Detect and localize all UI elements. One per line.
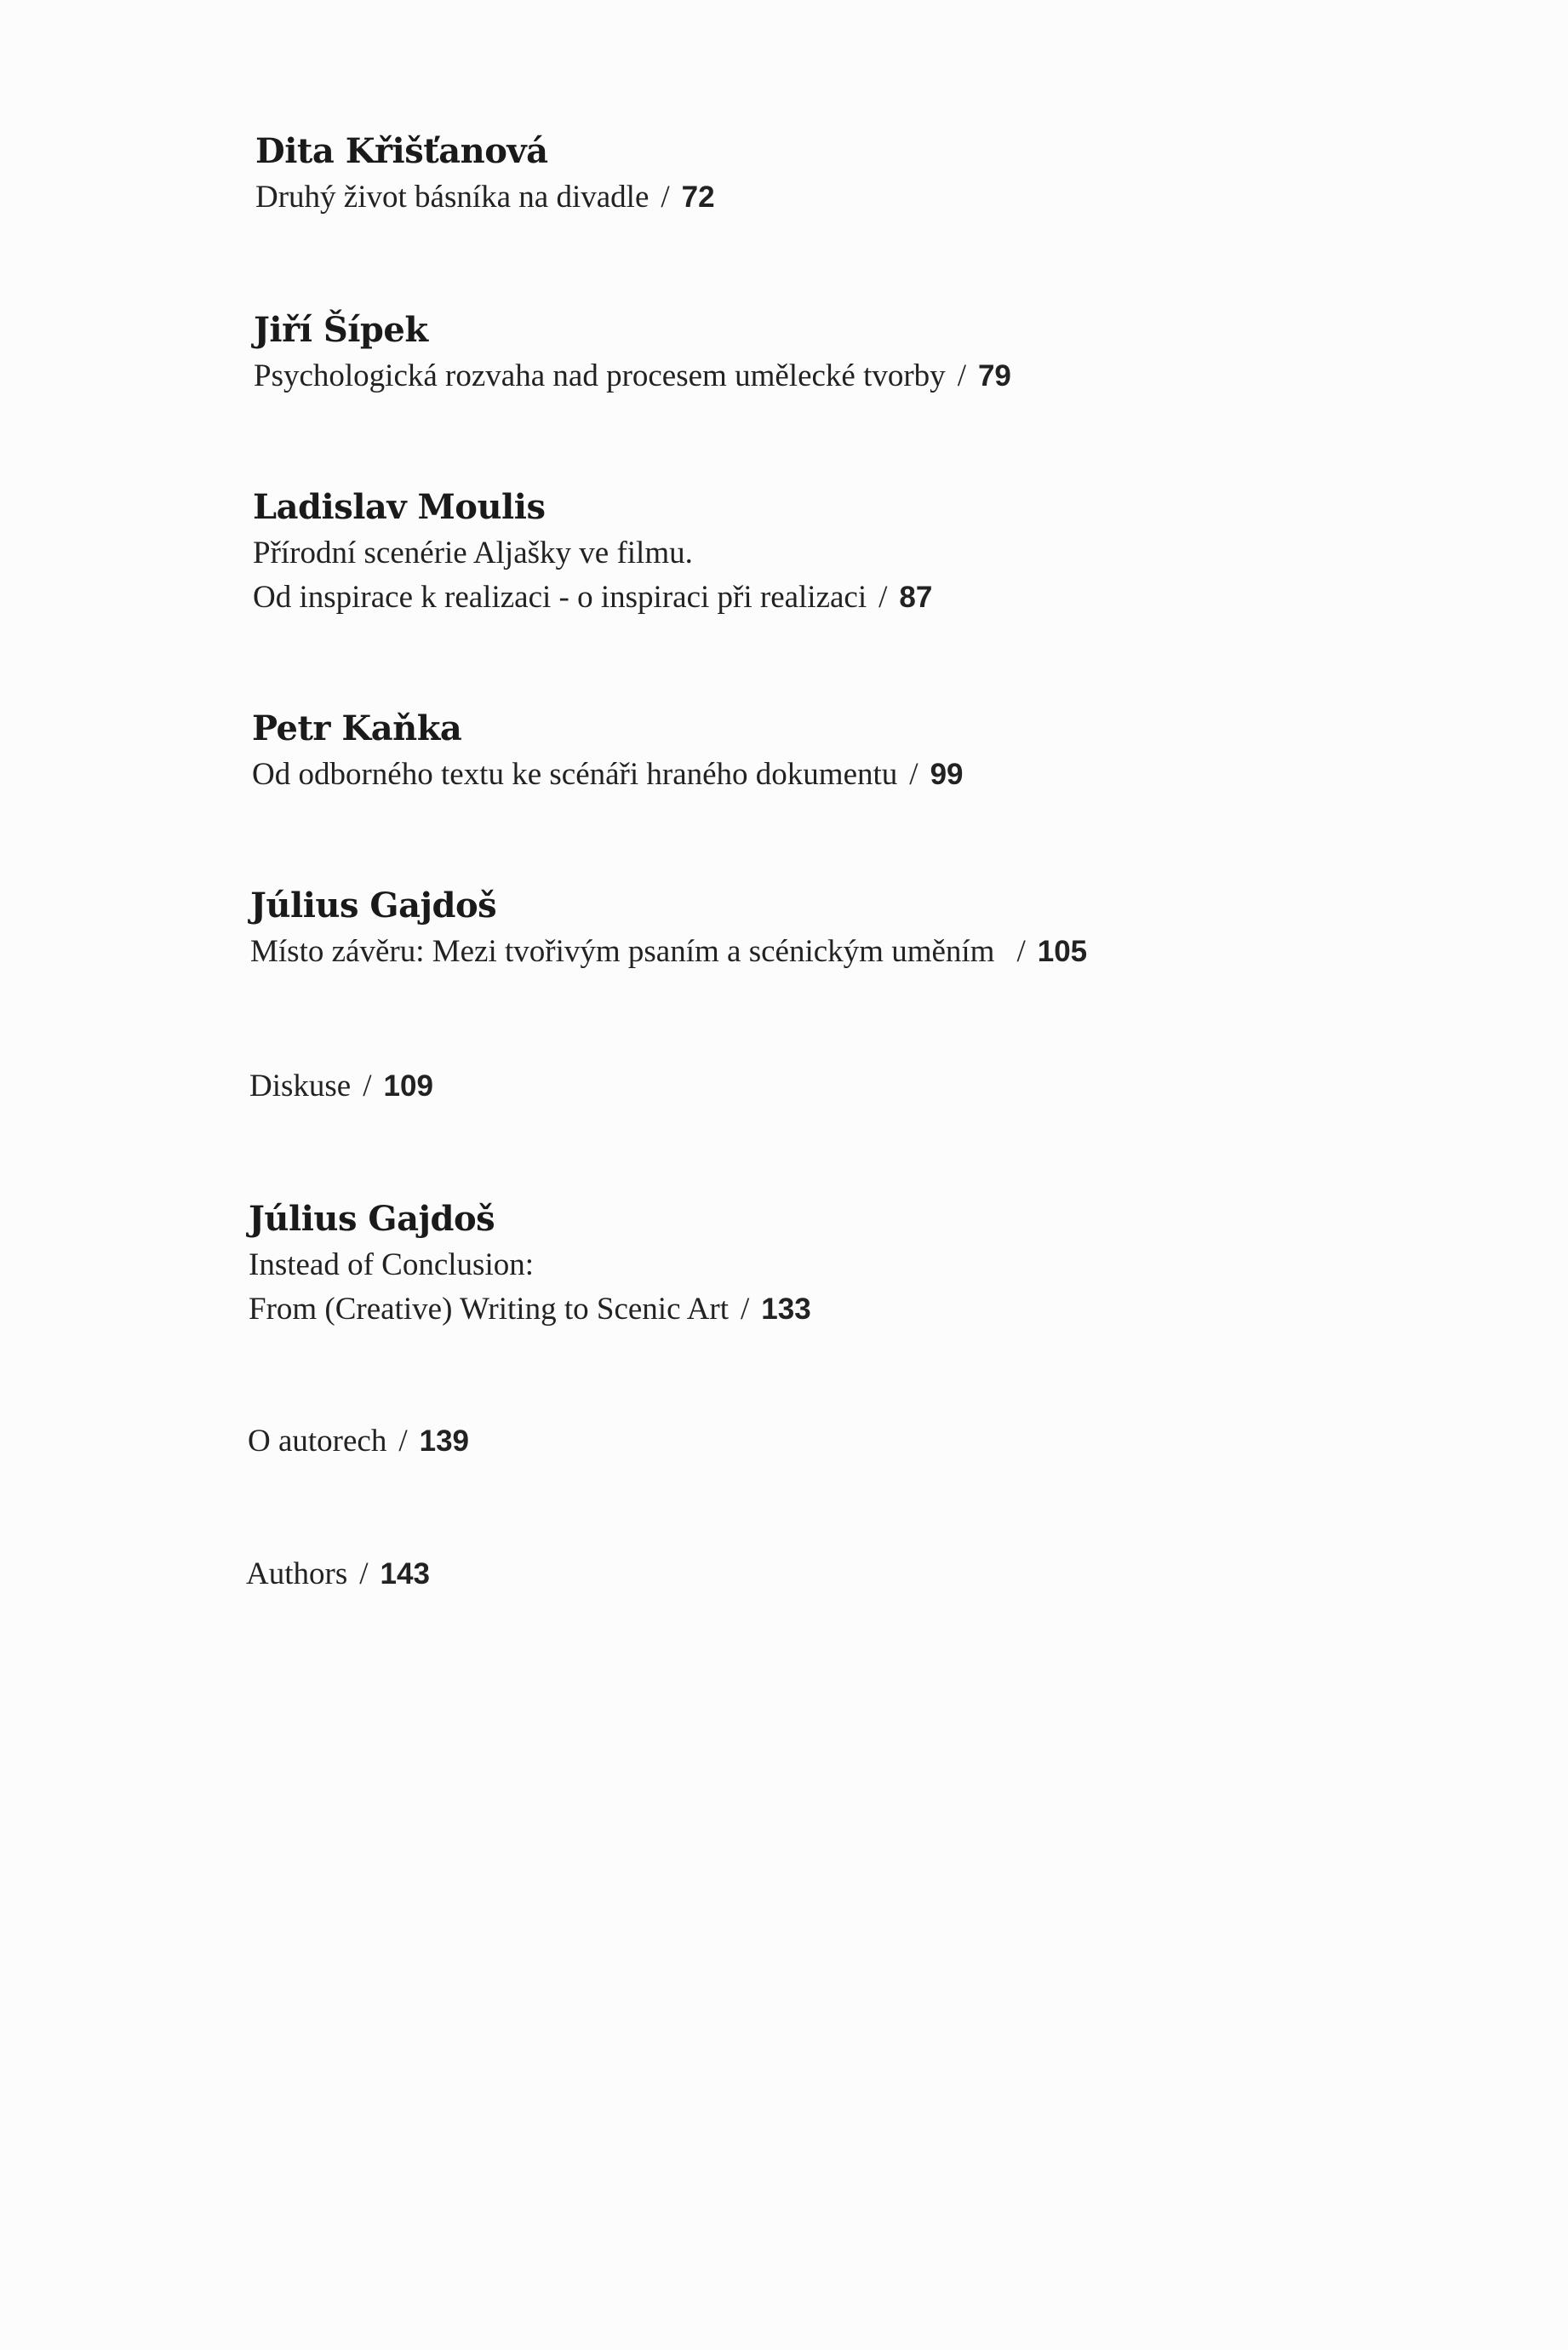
toc-author: Jiří Šípek — [254, 310, 428, 350]
toc-title: Místo závěru: Mezi tvořivým psaním a scénickým uměním — [250, 934, 995, 969]
toc-title-line — [249, 1287, 1440, 1332]
toc-separator: / — [398, 1424, 408, 1459]
toc-title-line — [253, 531, 1445, 576]
toc-entry — [250, 882, 1442, 974]
toc-page-number[interactable]: 79 — [977, 359, 1011, 393]
toc-title-line — [255, 175, 1447, 220]
toc-title: Authors — [246, 1556, 348, 1591]
toc-page-number[interactable]: 143 — [380, 1557, 430, 1591]
toc-title: Od odborného textu ke scénáři hraného dokumentu — [252, 757, 898, 792]
toc-entry — [246, 1552, 1438, 1596]
toc-separator: / — [878, 580, 888, 615]
toc-separator: / — [661, 180, 670, 215]
toc-title: O autorech — [248, 1424, 387, 1459]
toc-entry — [253, 484, 1445, 620]
toc-title: Od inspirace k realizaci - o inspiraci při realizaci — [253, 580, 867, 615]
toc-separator: / — [1016, 934, 1026, 969]
toc-page-number[interactable]: 99 — [930, 758, 964, 791]
toc-page-number[interactable]: 72 — [681, 181, 715, 214]
toc-title: From (Creative) Writing to Scenic Art — [249, 1292, 730, 1327]
toc-page-number[interactable]: 87 — [899, 581, 933, 614]
toc-author: Dita Křišťanová — [255, 131, 548, 171]
toc-author: Ladislav Moulis — [253, 487, 546, 527]
toc-title: Instead of Conclusion: — [249, 1247, 535, 1282]
toc-title: Psychologická rozvaha nad procesem umělecké tvorby — [254, 358, 946, 393]
toc-title-line — [250, 930, 1442, 974]
toc-author: Július Gajdoš — [249, 1199, 495, 1239]
toc-page-number[interactable]: 105 — [1037, 935, 1088, 968]
toc-entry — [248, 1419, 1439, 1464]
toc-title-line — [252, 753, 1444, 797]
toc-separator: / — [909, 757, 918, 792]
toc-separator: / — [957, 358, 966, 393]
toc-entry — [255, 128, 1447, 220]
toc-title-line — [249, 1064, 1441, 1109]
toc-separator: / — [741, 1292, 750, 1327]
toc-entry — [249, 1064, 1441, 1109]
toc-page-number[interactable]: 139 — [419, 1424, 470, 1458]
toc-title: Druhý život básníka na divadle — [255, 180, 650, 215]
toc-author: Petr Kaňka — [252, 708, 462, 748]
toc-title: Přírodní scenérie Aljašky ve filmu. — [253, 536, 693, 570]
toc-title-line — [246, 1552, 1438, 1596]
toc-title: Diskuse — [249, 1069, 352, 1103]
toc-title-line — [254, 354, 1445, 398]
toc-entry — [252, 705, 1444, 797]
toc-author: Július Gajdoš — [250, 886, 497, 926]
toc-separator: / — [363, 1069, 372, 1103]
toc-title-line — [249, 1243, 1440, 1287]
toc-title-line — [248, 1419, 1439, 1464]
toc-page-number[interactable]: 133 — [761, 1292, 811, 1326]
toc-page-number[interactable]: 109 — [383, 1069, 433, 1103]
toc-entry — [249, 1195, 1440, 1332]
toc-title-line — [253, 576, 1445, 620]
toc-separator: / — [359, 1556, 369, 1591]
toc-entry — [254, 307, 1445, 398]
